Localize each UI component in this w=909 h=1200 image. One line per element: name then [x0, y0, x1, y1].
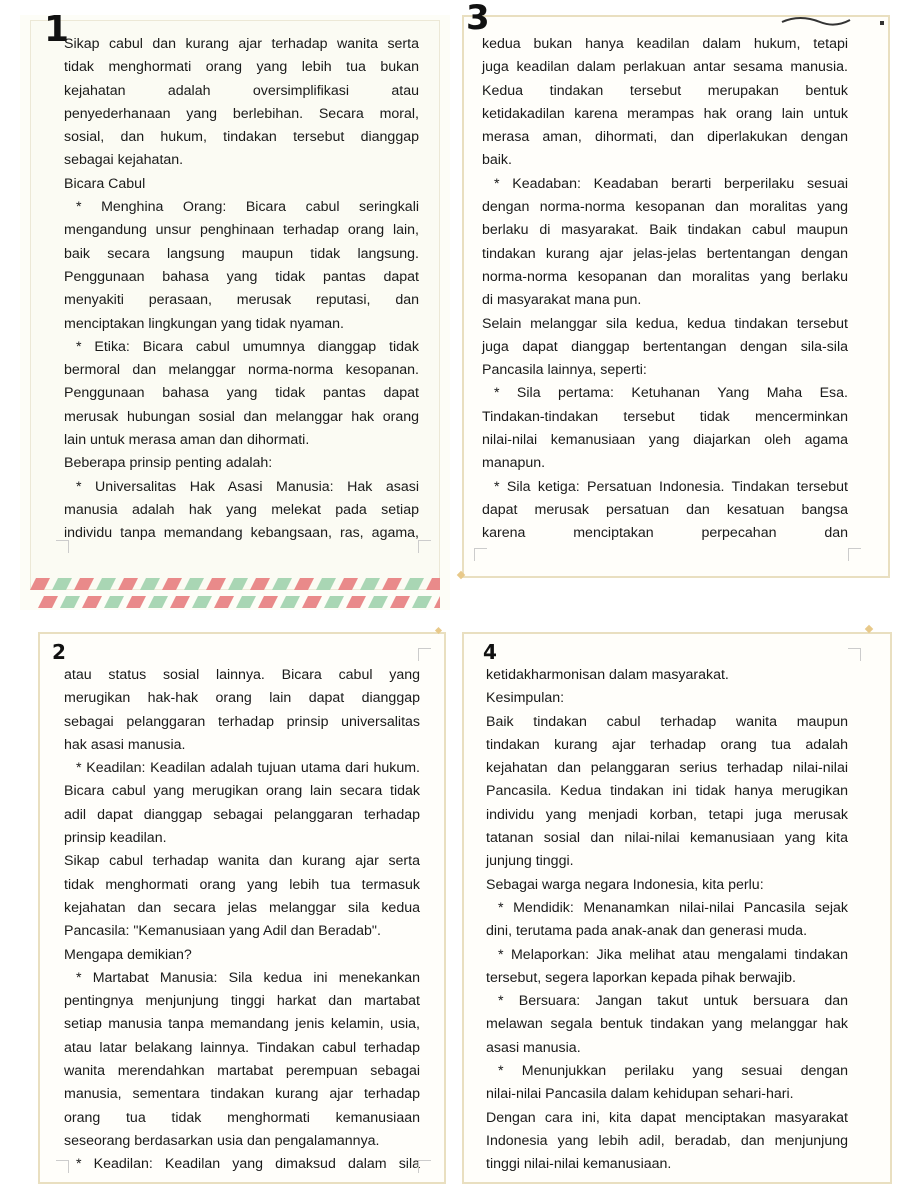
stripe-segment [324, 596, 344, 608]
text-line: dapat merusak persatuan dan kesatuan bangsa [482, 501, 848, 518]
text-line: * Menghina Orang: Bicara cabul seringkali [76, 199, 419, 216]
text-line: tidak menghormati orang yang lebih tua termasuk [64, 876, 420, 893]
text-line: prinsip keadilan. [64, 830, 167, 847]
stripe-segment [74, 578, 94, 590]
text-line: manusia adalah hak yang melekat pada setiap [64, 501, 419, 518]
stripe-segment [52, 578, 72, 590]
stripe-segment [346, 596, 366, 608]
text-line: menyakiti perasaan, merusak reputasi, dan [64, 292, 419, 309]
corner-mark [418, 648, 431, 661]
text-line: Bicara Cabul [64, 175, 146, 192]
text-line: Kedua tindakan tersebut merupakan bentuk [482, 82, 848, 99]
text-line: Pancasila lainnya, seperti: [482, 362, 647, 379]
text-line: Mengapa demikian? [64, 946, 192, 963]
text-line: * Melaporkan: Jika melihat atau mengalami tindakan [498, 946, 848, 963]
text-line: norma-norma kesopanan dan moralitas yang berlaku [482, 268, 848, 285]
corner-mark [56, 540, 69, 553]
text-line: tersebut, segera laporkan kepada pihak berwajib. [486, 969, 796, 986]
stripe-segment [30, 578, 50, 590]
text-line: manapun. [482, 455, 546, 472]
text-line: bermoral dan melanggar norma-norma kesopanan. [64, 362, 419, 379]
text-line: seseorang berdasarkan usia dan pengalamannya. [64, 1132, 380, 1149]
text-line: tindakan kurang ajar jelas-jelas bertentangan dengan [482, 245, 848, 262]
stripe-segment [316, 578, 336, 590]
stripe-segment [382, 578, 402, 590]
text-line: Bicara cabul yang merugikan orang lain secara tidak [64, 783, 420, 800]
text-line: merasa aman, dihormati, dan diperlakukan dengan [482, 129, 848, 146]
page-number-3: 3 [466, 0, 490, 38]
stripe-segment [38, 596, 58, 608]
text-line: * Bersuara: Jangan takut untuk bersuara dan [498, 993, 848, 1010]
text-line: * Etika: Bicara cabul umumnya dianggap tidak [76, 338, 419, 355]
text-line: kedua bukan hanya keadilan dalam hukum, tetapi [482, 36, 848, 52]
page-text-4 [486, 664, 848, 1177]
text-line: pentingnya menjunjung tinggi harkat dan martabat [64, 993, 420, 1010]
text-line: dini, terutama pada anak-anak dan generasi muda. [486, 923, 808, 940]
stripe-segment [302, 596, 322, 608]
text-line: Pancasila. Kedua tindakan ini tidak hanya merugikan [486, 783, 848, 800]
stripe-segment [280, 596, 300, 608]
corner-mark [848, 648, 861, 661]
stripe-segment [170, 596, 190, 608]
stripe-segment [140, 578, 160, 590]
stripe-segment [192, 596, 212, 608]
page-number-2: 2 [52, 640, 66, 664]
text-line: karena menciptakan perpecahan dan [482, 525, 848, 542]
stripe-segment [228, 578, 248, 590]
text-line: tindakan kurang ajar terhadap orang tua adalah [486, 736, 848, 753]
stripe-segment [96, 578, 116, 590]
text-line: melawan segala bentuk tindakan yang melanggar hak [486, 1016, 848, 1033]
text-line: di masyarakat mana pun. [482, 292, 642, 309]
text-line: merusak hubungan sosial dan melanggar hak orang [64, 408, 419, 425]
text-line: Pancasila: "Kemanusiaan yang Adil dan Beradab". [64, 923, 381, 940]
text-line: Sikap cabul dan kurang ajar terhadap wanita serta [64, 36, 419, 52]
stripe-segment [426, 578, 440, 590]
text-line: Beberapa prinsip penting adalah: [64, 455, 273, 472]
text-line: Indonesia yang lebih adil, beradab, dan menjunjung [486, 1132, 848, 1149]
stripe-segment [206, 578, 226, 590]
text-line: menciptakan lingkungan yang tidak nyaman. [64, 315, 344, 332]
text-line: individu tanpa memandang kebangsaan, ras, agama, [64, 525, 419, 542]
stripe-segment [236, 596, 256, 608]
text-line: Tindakan-tindakan tersebut tidak mencerminkan [482, 408, 848, 425]
text-line: * Martabat Manusia: Sila kedua ini menekankan [76, 969, 420, 986]
text-line: kejahatan dan secara jelas melanggar sila kedua [64, 899, 420, 916]
text-line: Baik tindakan cabul terhadap wanita maupun [486, 713, 848, 730]
page-text-2 [64, 664, 420, 1177]
text-line: atau status sosial lainnya. Bicara cabul yang [64, 667, 420, 683]
text-line: Sikap cabul terhadap wanita dan kurang ajar serta [64, 853, 420, 870]
text-line: hak asasi manusia. [64, 736, 186, 753]
text-line: * Sila ketiga: Persatuan Indonesia. Tindakan tersebut [494, 478, 848, 495]
text-line: nilai-nilai Pancasila dalam kehidupan sehari-hari. [486, 1086, 794, 1103]
text-line: asasi manusia. [486, 1039, 581, 1056]
corner-mark [474, 548, 487, 561]
text-line: baik secara langsung maupun tidak langsung. [64, 245, 419, 262]
stripe-segment [250, 578, 270, 590]
text-line: sosial, dan hukum, tindakan tersebut dianggap [64, 129, 419, 146]
stripe-segment [434, 596, 440, 608]
text-line: wanita merendahkan martabat perempuan sebagai [64, 1063, 420, 1080]
text-line: manusia, sementara tindakan kurang ajar terhadap [64, 1086, 420, 1103]
stripe-segment [412, 596, 432, 608]
page-text-3 [482, 33, 848, 546]
stripe-segment [184, 578, 204, 590]
stripe-segment [368, 596, 388, 608]
text-line: baik. [482, 152, 512, 169]
text-line: dengan norma-norma kesopanan dan moralitas yang [482, 199, 848, 216]
text-line: penyederhanaan yang berlebihan. Secara moral, [64, 105, 419, 122]
text-line: * Menunjukkan perilaku yang sesuai dengan [498, 1063, 848, 1080]
text-line: Dengan cara ini, kita dapat menciptakan masyarakat [486, 1109, 848, 1126]
text-line: sebagai pelanggaran terhadap prinsip universalitas [64, 713, 420, 730]
page-number-1: 1 [44, 9, 70, 50]
stripe-segment [104, 596, 124, 608]
stripe-segment [338, 578, 358, 590]
text-line: * Keadaban: Keadaban berarti berperilaku sesuai [494, 175, 848, 192]
stripe-segment [118, 578, 138, 590]
text-line: juga dapat dianggap bertentangan dengan sila-sila [482, 338, 848, 355]
text-line: setiap manusia tanpa memandang jenis kelamin, usia, [64, 1016, 420, 1033]
text-line: orang tua tidak menghormati kemanusiaan [64, 1109, 420, 1126]
text-line: Kesimpulan: [486, 690, 565, 707]
text-line: mengandung unsur penghinaan terhadap orang lain, [64, 222, 419, 239]
corner-mark [56, 1160, 69, 1173]
text-line: junjung tinggi. [486, 853, 574, 870]
text-line: Penggunaan bahasa yang tidak pantas dapat [64, 268, 419, 285]
text-line: kejahatan adalah oversimplifikasi atau [64, 82, 419, 99]
decorative-stripe-bottom [30, 596, 440, 608]
stripe-segment [294, 578, 314, 590]
stripe-segment [214, 596, 234, 608]
text-line: tatanan sosial dan nilai-nilai kemanusiaan yang kita [486, 830, 848, 847]
text-line: berlaku di masyarakat. Baik tindakan cabul maupun [482, 222, 848, 239]
text-line: * Keadilan: Keadilan adalah tujuan utama dari hukum. [76, 760, 420, 777]
text-line: ketidakharmonisan dalam masyarakat. [486, 667, 729, 683]
text-line: * Keadilan: Keadilan yang dimaksud dalam sila [76, 1156, 420, 1173]
page-text-1 [64, 33, 419, 546]
text-line: atau latar belakang lainnya. Tindakan cabul terhadap [64, 1039, 420, 1056]
stripe-segment [60, 596, 80, 608]
text-line: merugikan hak-hak orang lain dapat dianggap [64, 690, 420, 707]
text-line: adil dapat dianggap sebagai pelanggaran terhadap [64, 806, 420, 823]
decorative-stripe-top [30, 578, 440, 590]
corner-mark [418, 1160, 431, 1173]
stripe-segment [390, 596, 410, 608]
text-line: sebagai kejahatan. [64, 152, 184, 169]
stripe-segment [162, 578, 182, 590]
stripe-segment [82, 596, 102, 608]
decorative-swirl [780, 12, 890, 32]
text-line: ketidakadilan karena merampas hak orang lain untuk [482, 105, 848, 122]
stripe-segment [258, 596, 278, 608]
corner-mark [418, 540, 431, 553]
text-line: lain untuk merasa aman dan dihormati. [64, 432, 310, 449]
text-line: Penggunaan bahasa yang tidak pantas dapat [64, 385, 419, 402]
text-line: * Sila pertama: Ketuhanan Yang Maha Esa. [494, 385, 848, 402]
page-number-4: 4 [483, 640, 497, 664]
stripe-segment [148, 596, 168, 608]
text-line: tidak menghormati orang yang lebih tua bukan [64, 59, 419, 76]
text-line: Sebagai warga negara Indonesia, kita perlu: [486, 876, 764, 893]
stripe-segment [360, 578, 380, 590]
text-line: kejahatan dan pelanggaran serius terhadap nilai-nilai [486, 760, 848, 777]
text-line: * Universalitas Hak Asasi Manusia: Hak asasi [76, 478, 419, 495]
stripe-segment [404, 578, 424, 590]
stripe-segment [272, 578, 292, 590]
text-line: juga keadilan dalam perlakuan antar sesama manusia. [482, 59, 848, 76]
text-line: Selain melanggar sila kedua, kedua tindakan tersebut [482, 315, 848, 332]
corner-mark [848, 548, 861, 561]
text-line: * Mendidik: Menanamkan nilai-nilai Pancasila sejak [498, 899, 848, 916]
text-line: individu yang menjadi korban, tetapi juga merusak [486, 806, 848, 823]
text-line: tinggi nilai-nilai kemanusiaan. [486, 1156, 672, 1173]
stripe-segment [126, 596, 146, 608]
text-line: nilai-nilai kemanusiaan yang diajarkan oleh agama [482, 432, 848, 449]
